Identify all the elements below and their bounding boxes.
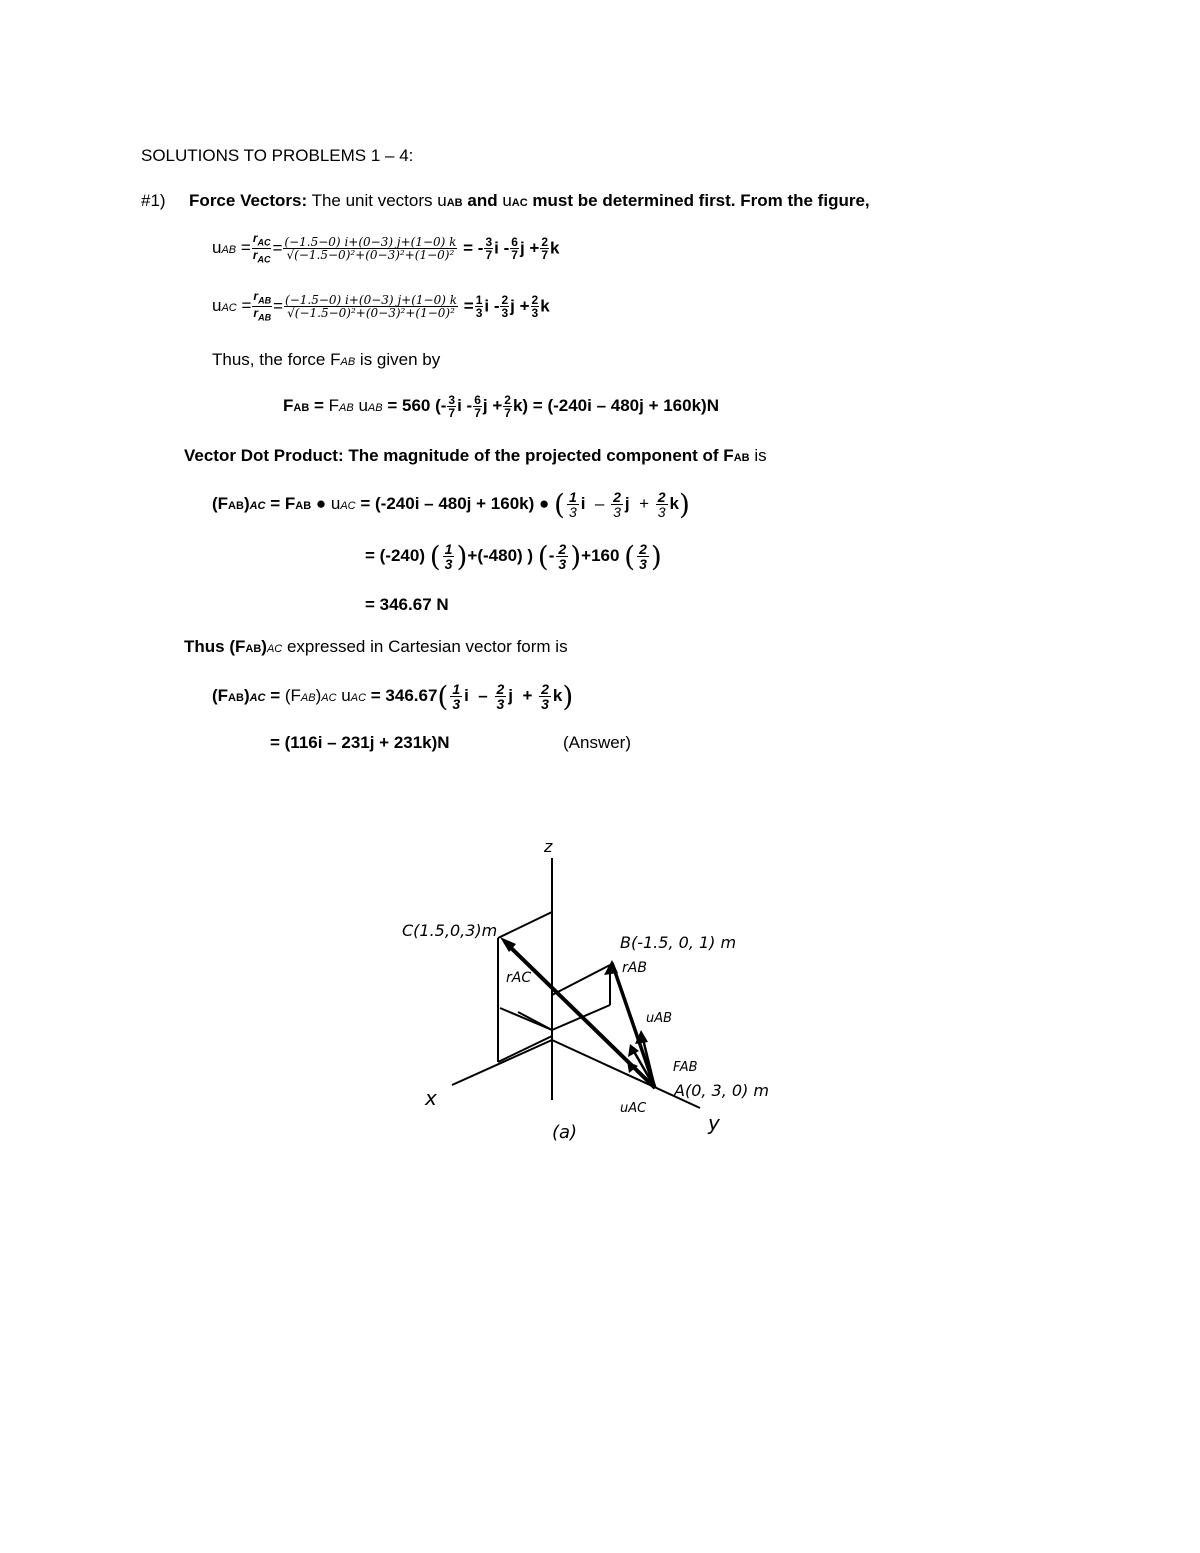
problem-number: #1) xyxy=(141,191,166,210)
dot-result: = 346.67 N xyxy=(365,595,449,614)
problem-intro xyxy=(141,191,870,211)
x-axis xyxy=(452,1040,552,1085)
page-header xyxy=(141,146,413,166)
dot-line-3 xyxy=(365,595,449,615)
and-word: and xyxy=(467,191,498,210)
b-top-line xyxy=(552,965,610,995)
x-label: x xyxy=(425,1086,437,1110)
intro-text-a: The unit vectors xyxy=(311,191,433,210)
r-ab-label: rAB xyxy=(622,960,647,976)
c-top-line xyxy=(498,912,552,938)
b-point-label: B(-1.5, 0, 1) m xyxy=(620,933,737,952)
u-ab-label: uAB xyxy=(646,1011,673,1026)
a-point-label: A(0, 3, 0) m xyxy=(674,1081,769,1100)
r-ac-label: rAC xyxy=(506,970,532,986)
dot-line-1: (FAB)AC = FAB ● uAC = (-240i – 480j + 160k) ● ( $\frac{1}{3}$ i – $\frac{2}{3}$ j + $\frac{2}{3}$ k) xyxy=(212,488,690,521)
figure-caption: (a) xyxy=(552,1122,578,1143)
f-ab-equation: FAB = FAB uAB = 560 (- $\frac{3}{7}$ i - $\frac{6}{7}$ j + $\frac{2}{7}$ k) = (-240i – 480j + 160k)N xyxy=(283,393,719,420)
u-ab-equation: uAB = $\frac{r_{AC}}{r_{AC}}$ = $\frac{(-1.5-0) i+(0-3) j+(1-0) k}{\text{√(−1.5−0)²+(0−3)²+(1−0)²}}$ = - $\frac{3}{7}$ i - $\frac{6}{7}$ j + $\frac{2}{7}$ k xyxy=(212,231,560,265)
answer-label xyxy=(563,733,631,753)
header-text: SOLUTIONS TO PROBLEMS 1 – 4: xyxy=(141,146,414,165)
answer-text: (Answer) xyxy=(563,733,632,752)
thus-force-line: Thus, the force FAB is given by xyxy=(212,350,441,369)
cartesian-line-1: (FAB)AC = (FAB)AC uAC = 346.67( $\frac{1}{3}$ i – $\frac{2}{3}$ j + $\frac{2}{3}$ k) xyxy=(212,680,574,713)
u-ac-label: uAC xyxy=(620,1101,647,1116)
force-vectors-heading: Force Vectors: xyxy=(189,191,308,210)
c-point-label: C(1.5,0,3)m xyxy=(402,921,498,940)
u-ac-symbol: uAC xyxy=(502,191,528,210)
f-ab-label: FAB xyxy=(673,1060,698,1075)
b-back-line xyxy=(500,1008,552,1030)
cartesian-result: = (116i – 231j + 231k)N xyxy=(270,733,450,752)
thus-cartesian-line: Thus (FAB)AC expressed in Cartesian vector form is xyxy=(184,637,568,656)
dot-product-heading-line: Vector Dot Product: The magnitude of the projected component of FAB is xyxy=(184,446,767,465)
u-ab-symbol: uAB xyxy=(437,191,463,210)
cartesian-line-2 xyxy=(270,733,450,753)
dot-line-2: = (-240) ( $\frac{1}{3}$ )+(-480) ) (- $\frac{2}{3}$ )+160 ( $\frac{2}{3}$ ) xyxy=(365,540,662,573)
dot-product-heading: Vector Dot Product: xyxy=(184,446,344,465)
z-label: z xyxy=(544,837,553,856)
u-ac-equation: uAC = $\frac{r_{AB}}{r_{AB}}$ = $\frac{(-1.5-0) i+(0-3) j+(1-0) k}{\text{√(−1.5−0)²+(0−3)²+(1−0)²}}$ = $\frac{1}{3}$ i - $\frac{2}{3}$ j + $\frac{2}{3}$ k xyxy=(212,289,550,323)
c-bottom-line xyxy=(498,1036,552,1062)
force-vector-figure xyxy=(390,810,820,1160)
intro-text-b: must be determined first. From the figure, xyxy=(532,191,870,210)
y-label: y xyxy=(708,1111,720,1135)
